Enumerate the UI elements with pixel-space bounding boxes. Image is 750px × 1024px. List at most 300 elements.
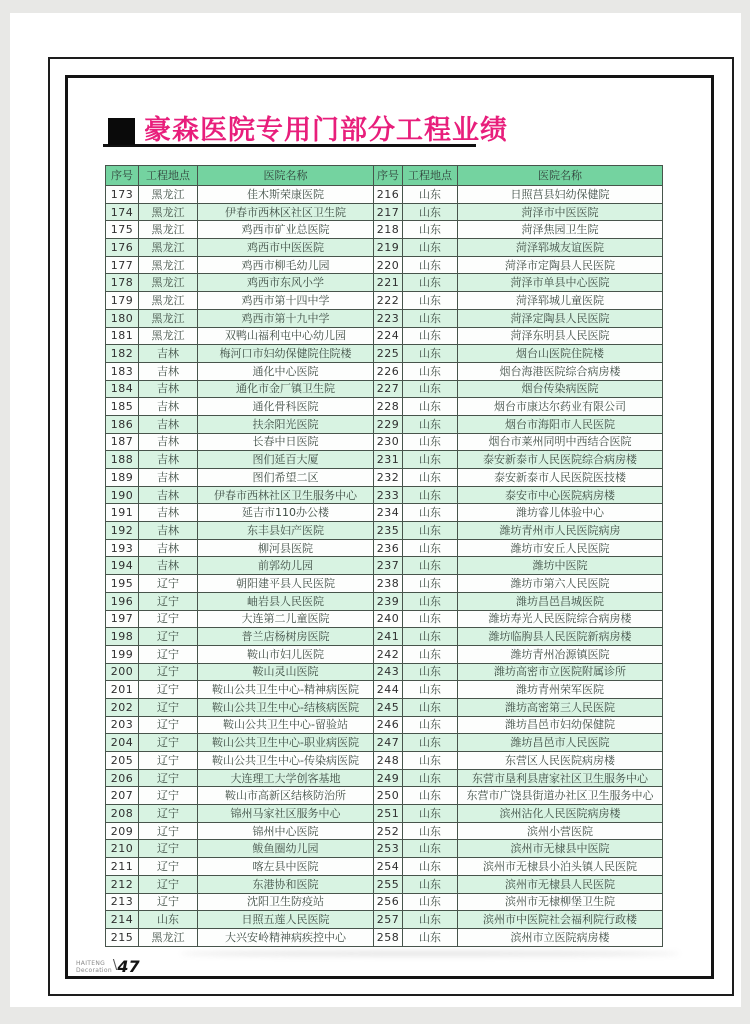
- hospital-cell: 朝阳建平县人民医院: [198, 575, 374, 593]
- hospital-cell: 滨州沾化人民医院病房楼: [458, 805, 663, 823]
- location-cell: 山东: [403, 362, 458, 380]
- index-cell: 216: [374, 186, 403, 204]
- index-cell: 234: [374, 504, 403, 522]
- index-cell: 200: [106, 663, 139, 681]
- hospital-cell: 东营区人民医院病房楼: [458, 752, 663, 770]
- table-row: [106, 398, 663, 416]
- col-header-hospital-right: 医院名称: [458, 166, 663, 186]
- index-cell: 208: [106, 805, 139, 823]
- hospital-cell: 烟台海港医院综合病房楼: [458, 362, 663, 380]
- table-row: [106, 557, 663, 575]
- hospital-cell: 东营市垦利县唐家社区卫生服务中心: [458, 769, 663, 787]
- location-cell: 吉林: [139, 345, 198, 363]
- index-cell: 242: [374, 645, 403, 663]
- index-cell: 224: [374, 327, 403, 345]
- location-cell: 山东: [403, 681, 458, 699]
- hospital-cell: 大连第二儿童医院: [198, 610, 374, 628]
- index-cell: 179: [106, 292, 139, 310]
- index-cell: 175: [106, 221, 139, 239]
- index-cell: 249: [374, 769, 403, 787]
- hospital-cell: 潍坊睿儿体验中心: [458, 504, 663, 522]
- index-cell: 246: [374, 716, 403, 734]
- hospital-cell: 烟台市莱州同明中西结合医院: [458, 433, 663, 451]
- hospital-cell: 伊春市西林社区卫生服务中心: [198, 486, 374, 504]
- location-cell: 吉林: [139, 486, 198, 504]
- index-cell: 225: [374, 345, 403, 363]
- hospital-cell: 东营市广饶县街道办社区卫生服务中心: [458, 787, 663, 805]
- hospital-cell: 烟台山医院住院楼: [458, 345, 663, 363]
- hospital-cell: 菏泽定陶县人民医院: [458, 309, 663, 327]
- hospital-cell: 潍坊市第六人民医院: [458, 575, 663, 593]
- table-row: [106, 309, 663, 327]
- index-cell: 205: [106, 752, 139, 770]
- table-header: [106, 166, 663, 186]
- index-cell: 198: [106, 628, 139, 646]
- index-cell: 251: [374, 805, 403, 823]
- index-cell: 207: [106, 787, 139, 805]
- hospital-cell: 潍坊青州荣军医院: [458, 681, 663, 699]
- table-row: [106, 822, 663, 840]
- hospital-cell: 潍坊中医院: [458, 557, 663, 575]
- index-cell: 222: [374, 292, 403, 310]
- index-cell: 195: [106, 575, 139, 593]
- hospital-cell: 图们延百大厦: [198, 451, 374, 469]
- index-cell: 240: [374, 610, 403, 628]
- hospital-cell: 鞍山市妇儿医院: [198, 645, 374, 663]
- location-cell: 辽宁: [139, 787, 198, 805]
- location-cell: 山东: [139, 911, 198, 929]
- location-cell: 山东: [403, 239, 458, 257]
- hospital-cell: 菏泽郓城儿童医院: [458, 292, 663, 310]
- table-row: [106, 769, 663, 787]
- hospital-cell: 鞍山市高新区结核防治所: [198, 787, 374, 805]
- index-cell: 232: [374, 469, 403, 487]
- index-cell: 214: [106, 911, 139, 929]
- index-cell: 181: [106, 327, 139, 345]
- hospital-cell: 滨州市无棣柳堡卫生院: [458, 893, 663, 911]
- table-row: [106, 256, 663, 274]
- location-cell: 黑龙江: [139, 221, 198, 239]
- index-cell: 223: [374, 309, 403, 327]
- location-cell: 山东: [403, 327, 458, 345]
- hospital-cell: 鞍山灵山医院: [198, 663, 374, 681]
- index-cell: 256: [374, 893, 403, 911]
- location-cell: 辽宁: [139, 858, 198, 876]
- hospital-cell: 日照莒县妇幼保健院: [458, 186, 663, 204]
- location-cell: 山东: [403, 592, 458, 610]
- hospital-cell: 长春中日医院: [198, 433, 374, 451]
- hospital-cell: 潍坊高密第三人民医院: [458, 698, 663, 716]
- index-cell: 196: [106, 592, 139, 610]
- hospital-cell: 梅河口市妇幼保健院住院楼: [198, 345, 374, 363]
- location-cell: 吉林: [139, 522, 198, 540]
- index-cell: 245: [374, 698, 403, 716]
- hospital-cell: 菏泽市中医医院: [458, 203, 663, 221]
- hospital-cell: 沈阳卫生防疫站: [198, 893, 374, 911]
- hospital-cell: 潍坊昌邑市妇幼保健院: [458, 716, 663, 734]
- hospital-cell: 通化市金厂镇卫生院: [198, 380, 374, 398]
- table-row: [106, 805, 663, 823]
- table-row: [106, 752, 663, 770]
- index-cell: 183: [106, 362, 139, 380]
- location-cell: 山东: [403, 203, 458, 221]
- index-cell: 194: [106, 557, 139, 575]
- hospital-cell: 大兴安岭精神病疾控中心: [198, 928, 374, 946]
- location-cell: 山东: [403, 398, 458, 416]
- hospital-cell: 鸡西市第十九中学: [198, 309, 374, 327]
- index-cell: 213: [106, 893, 139, 911]
- index-cell: 202: [106, 698, 139, 716]
- table-row: [106, 221, 663, 239]
- table-row: [106, 239, 663, 257]
- location-cell: 山东: [403, 787, 458, 805]
- location-cell: 黑龙江: [139, 309, 198, 327]
- location-cell: 山东: [403, 274, 458, 292]
- location-cell: 黑龙江: [139, 274, 198, 292]
- table-row: [106, 592, 663, 610]
- footer-brand: [76, 961, 112, 974]
- location-cell: 吉林: [139, 398, 198, 416]
- index-cell: 192: [106, 522, 139, 540]
- hospital-cell: 潍坊青州市人民医院病房: [458, 522, 663, 540]
- index-cell: 174: [106, 203, 139, 221]
- index-cell: 211: [106, 858, 139, 876]
- index-cell: 217: [374, 203, 403, 221]
- hospital-cell: 日照五莲人民医院: [198, 911, 374, 929]
- table-row: [106, 380, 663, 398]
- location-cell: 山东: [403, 698, 458, 716]
- hospital-cell: 柳河县医院: [198, 539, 374, 557]
- location-cell: 山东: [403, 769, 458, 787]
- index-cell: 247: [374, 734, 403, 752]
- location-cell: 吉林: [139, 451, 198, 469]
- title-bullet-square: [108, 118, 135, 145]
- table-row: [106, 911, 663, 929]
- table-row: [106, 875, 663, 893]
- page-title: 豪森医院专用门部分工程业绩: [144, 115, 508, 146]
- index-cell: 190: [106, 486, 139, 504]
- location-cell: 辽宁: [139, 592, 198, 610]
- col-header-location-left: 工程地点: [139, 166, 198, 186]
- index-cell: 199: [106, 645, 139, 663]
- index-cell: 209: [106, 822, 139, 840]
- hospital-cell: 鞍山公共卫生中心-留验站: [198, 716, 374, 734]
- hospital-cell: 岫岩县人民医院: [198, 592, 374, 610]
- index-cell: 243: [374, 663, 403, 681]
- location-cell: 山东: [403, 928, 458, 946]
- header-row: [106, 166, 663, 186]
- location-cell: 辽宁: [139, 716, 198, 734]
- hospital-cell: 前郭幼儿园: [198, 557, 374, 575]
- location-cell: 山东: [403, 893, 458, 911]
- hospital-cell: 佳木斯荣康医院: [198, 186, 374, 204]
- location-cell: 辽宁: [139, 681, 198, 699]
- index-cell: 229: [374, 415, 403, 433]
- location-cell: 山东: [403, 256, 458, 274]
- location-cell: 山东: [403, 469, 458, 487]
- index-cell: 173: [106, 186, 139, 204]
- table-row: [106, 469, 663, 487]
- index-cell: 228: [374, 398, 403, 416]
- index-cell: 233: [374, 486, 403, 504]
- table-row: [106, 362, 663, 380]
- location-cell: 吉林: [139, 433, 198, 451]
- index-cell: 180: [106, 309, 139, 327]
- hospital-cell: 泰安市中心医院病房楼: [458, 486, 663, 504]
- projects-table: [105, 165, 663, 947]
- index-cell: 241: [374, 628, 403, 646]
- hospital-cell: 延吉市110办公楼: [198, 504, 374, 522]
- table-row: [106, 203, 663, 221]
- location-cell: 山东: [403, 415, 458, 433]
- location-cell: 黑龙江: [139, 928, 198, 946]
- index-cell: 206: [106, 769, 139, 787]
- hospital-cell: 滨州市无棣县人民医院: [458, 875, 663, 893]
- hospital-cell: 滨州市中医院社会福利院行政楼: [458, 911, 663, 929]
- index-cell: 254: [374, 858, 403, 876]
- hospital-cell: 鸡西市中医医院: [198, 239, 374, 257]
- index-cell: 189: [106, 469, 139, 487]
- hospital-cell: 菏泽市单县中心医院: [458, 274, 663, 292]
- index-cell: 221: [374, 274, 403, 292]
- table-row: [106, 928, 663, 946]
- location-cell: 辽宁: [139, 734, 198, 752]
- hospital-cell: 潍坊昌邑市人民医院: [458, 734, 663, 752]
- location-cell: 吉林: [139, 380, 198, 398]
- hospital-cell: 滨州市无棣县中医院: [458, 840, 663, 858]
- location-cell: 山东: [403, 628, 458, 646]
- page-footer: [76, 957, 140, 979]
- location-cell: 山东: [403, 752, 458, 770]
- table-row: [106, 681, 663, 699]
- col-header-index-left: 序号: [106, 166, 139, 186]
- index-cell: 219: [374, 239, 403, 257]
- location-cell: 山东: [403, 610, 458, 628]
- table-row: [106, 787, 663, 805]
- table-body: [106, 186, 663, 947]
- index-cell: 230: [374, 433, 403, 451]
- hospital-cell: 烟台传染病医院: [458, 380, 663, 398]
- location-cell: 吉林: [139, 539, 198, 557]
- location-cell: 辽宁: [139, 752, 198, 770]
- table-row: [106, 858, 663, 876]
- table-row: [106, 575, 663, 593]
- hospital-cell: 菏泽东明县人民医院: [458, 327, 663, 345]
- table-row: [106, 345, 663, 363]
- index-cell: 215: [106, 928, 139, 946]
- hospital-cell: 滨州市立医院病房楼: [458, 928, 663, 946]
- index-cell: 212: [106, 875, 139, 893]
- hospital-cell: 锦州马家社区服务中心: [198, 805, 374, 823]
- location-cell: 黑龙江: [139, 292, 198, 310]
- location-cell: 山东: [403, 716, 458, 734]
- location-cell: 辽宁: [139, 645, 198, 663]
- location-cell: 山东: [403, 309, 458, 327]
- index-cell: 244: [374, 681, 403, 699]
- hospital-cell: 锦州中心医院: [198, 822, 374, 840]
- location-cell: 山东: [403, 805, 458, 823]
- index-cell: 236: [374, 539, 403, 557]
- hospital-cell: 潍坊市安丘人民医院: [458, 539, 663, 557]
- hospital-cell: 图们希望二区: [198, 469, 374, 487]
- hospital-cell: 东丰县妇产医院: [198, 522, 374, 540]
- index-cell: 253: [374, 840, 403, 858]
- table-row: [106, 840, 663, 858]
- hospital-cell: 东港协和医院: [198, 875, 374, 893]
- table-row: [106, 628, 663, 646]
- location-cell: 辽宁: [139, 628, 198, 646]
- index-cell: 226: [374, 362, 403, 380]
- index-cell: 231: [374, 451, 403, 469]
- hospital-cell: 鞍山公共卫生中心-结核病医院: [198, 698, 374, 716]
- hospital-cell: 潍坊临朐县人民医院新病房楼: [458, 628, 663, 646]
- hospital-cell: 鞍山公共卫生中心-传染病医院: [198, 752, 374, 770]
- paper: [10, 13, 741, 1007]
- location-cell: 黑龙江: [139, 256, 198, 274]
- location-cell: 山东: [403, 380, 458, 398]
- location-cell: 辽宁: [139, 805, 198, 823]
- footer-slash: \: [112, 958, 118, 973]
- footer-brand-line1: HAITENG: [76, 960, 106, 967]
- location-cell: 吉林: [139, 504, 198, 522]
- col-header-index-right: 序号: [374, 166, 403, 186]
- table-row: [106, 645, 663, 663]
- hospital-cell: 双鸭山福利屯中心幼儿园: [198, 327, 374, 345]
- index-cell: 227: [374, 380, 403, 398]
- index-cell: 182: [106, 345, 139, 363]
- location-cell: 辽宁: [139, 663, 198, 681]
- hospital-cell: 潍坊青州冶源镇医院: [458, 645, 663, 663]
- table-row: [106, 698, 663, 716]
- location-cell: 山东: [403, 433, 458, 451]
- hospital-cell: 鞍山公共卫生中心-职业病医院: [198, 734, 374, 752]
- location-cell: 辽宁: [139, 822, 198, 840]
- index-cell: 197: [106, 610, 139, 628]
- location-cell: 山东: [403, 575, 458, 593]
- location-cell: 山东: [403, 645, 458, 663]
- location-cell: 山东: [403, 911, 458, 929]
- table-row: [106, 734, 663, 752]
- location-cell: 山东: [403, 504, 458, 522]
- index-cell: 238: [374, 575, 403, 593]
- index-cell: 218: [374, 221, 403, 239]
- table-row: [106, 486, 663, 504]
- index-cell: 239: [374, 592, 403, 610]
- index-cell: 185: [106, 398, 139, 416]
- hospital-cell: 通化骨科医院: [198, 398, 374, 416]
- index-cell: 178: [106, 274, 139, 292]
- footer-brand-line2: Decoration: [76, 966, 112, 974]
- index-cell: 188: [106, 451, 139, 469]
- index-cell: 191: [106, 504, 139, 522]
- location-cell: 辽宁: [139, 610, 198, 628]
- location-cell: 辽宁: [139, 575, 198, 593]
- location-cell: 黑龙江: [139, 239, 198, 257]
- location-cell: 山东: [403, 486, 458, 504]
- hospital-cell: 大连理工大学创客基地: [198, 769, 374, 787]
- page-number: 47: [117, 957, 140, 976]
- table-row: [106, 663, 663, 681]
- hospital-cell: 扶余阳光医院: [198, 415, 374, 433]
- table-row: [106, 327, 663, 345]
- location-cell: 山东: [403, 858, 458, 876]
- table-row: [106, 522, 663, 540]
- location-cell: 吉林: [139, 415, 198, 433]
- location-cell: 吉林: [139, 469, 198, 487]
- location-cell: 山东: [403, 734, 458, 752]
- index-cell: 184: [106, 380, 139, 398]
- location-cell: 山东: [403, 345, 458, 363]
- location-cell: 山东: [403, 451, 458, 469]
- index-cell: 248: [374, 752, 403, 770]
- hospital-cell: 伊春市西林区社区卫生院: [198, 203, 374, 221]
- location-cell: 辽宁: [139, 769, 198, 787]
- hospital-cell: 泰安新泰市人民医院医技楼: [458, 469, 663, 487]
- hospital-cell: 烟台市海阳市人民医院: [458, 415, 663, 433]
- location-cell: 黑龙江: [139, 186, 198, 204]
- index-cell: 204: [106, 734, 139, 752]
- index-cell: 252: [374, 822, 403, 840]
- index-cell: 250: [374, 787, 403, 805]
- location-cell: 黑龙江: [139, 203, 198, 221]
- index-cell: 203: [106, 716, 139, 734]
- hospital-cell: 潍坊寿光人民医院综合病房楼: [458, 610, 663, 628]
- table-row: [106, 292, 663, 310]
- hospital-cell: 鸡西市矿业总医院: [198, 221, 374, 239]
- location-cell: 辽宁: [139, 893, 198, 911]
- location-cell: 辽宁: [139, 698, 198, 716]
- hospital-cell: 潍坊高密市立医院附属诊所: [458, 663, 663, 681]
- table-row: [106, 186, 663, 204]
- hospital-cell: 菏泽焦园卫生院: [458, 221, 663, 239]
- hospital-cell: 鞍山公共卫生中心-精神病医院: [198, 681, 374, 699]
- hospital-cell: 菏泽市定陶县人民医院: [458, 256, 663, 274]
- hospital-cell: 鸡西市柳毛幼儿园: [198, 256, 374, 274]
- index-cell: 193: [106, 539, 139, 557]
- index-cell: 255: [374, 875, 403, 893]
- location-cell: 吉林: [139, 557, 198, 575]
- index-cell: 210: [106, 840, 139, 858]
- index-cell: 220: [374, 256, 403, 274]
- hospital-cell: 烟台市康达尔药业有限公司: [458, 398, 663, 416]
- location-cell: 山东: [403, 292, 458, 310]
- hospital-cell: 鲅鱼圈幼儿园: [198, 840, 374, 858]
- hospital-cell: 鸡西市第十四中学: [198, 292, 374, 310]
- location-cell: 黑龙江: [139, 327, 198, 345]
- table-row: [106, 274, 663, 292]
- hospital-cell: 普兰店杨树房医院: [198, 628, 374, 646]
- table-row: [106, 610, 663, 628]
- index-cell: 187: [106, 433, 139, 451]
- table-row: [106, 415, 663, 433]
- index-cell: 257: [374, 911, 403, 929]
- location-cell: 吉林: [139, 362, 198, 380]
- hospital-cell: 滨州小营医院: [458, 822, 663, 840]
- index-cell: 237: [374, 557, 403, 575]
- index-cell: 176: [106, 239, 139, 257]
- location-cell: 辽宁: [139, 875, 198, 893]
- location-cell: 山东: [403, 186, 458, 204]
- table-row: [106, 539, 663, 557]
- index-cell: 258: [374, 928, 403, 946]
- scan-smudge: [180, 951, 680, 956]
- index-cell: 235: [374, 522, 403, 540]
- hospital-cell: 通化中心医院: [198, 362, 374, 380]
- location-cell: 辽宁: [139, 840, 198, 858]
- location-cell: 山东: [403, 840, 458, 858]
- col-header-hospital-left: 医院名称: [198, 166, 374, 186]
- col-header-location-right: 工程地点: [403, 166, 458, 186]
